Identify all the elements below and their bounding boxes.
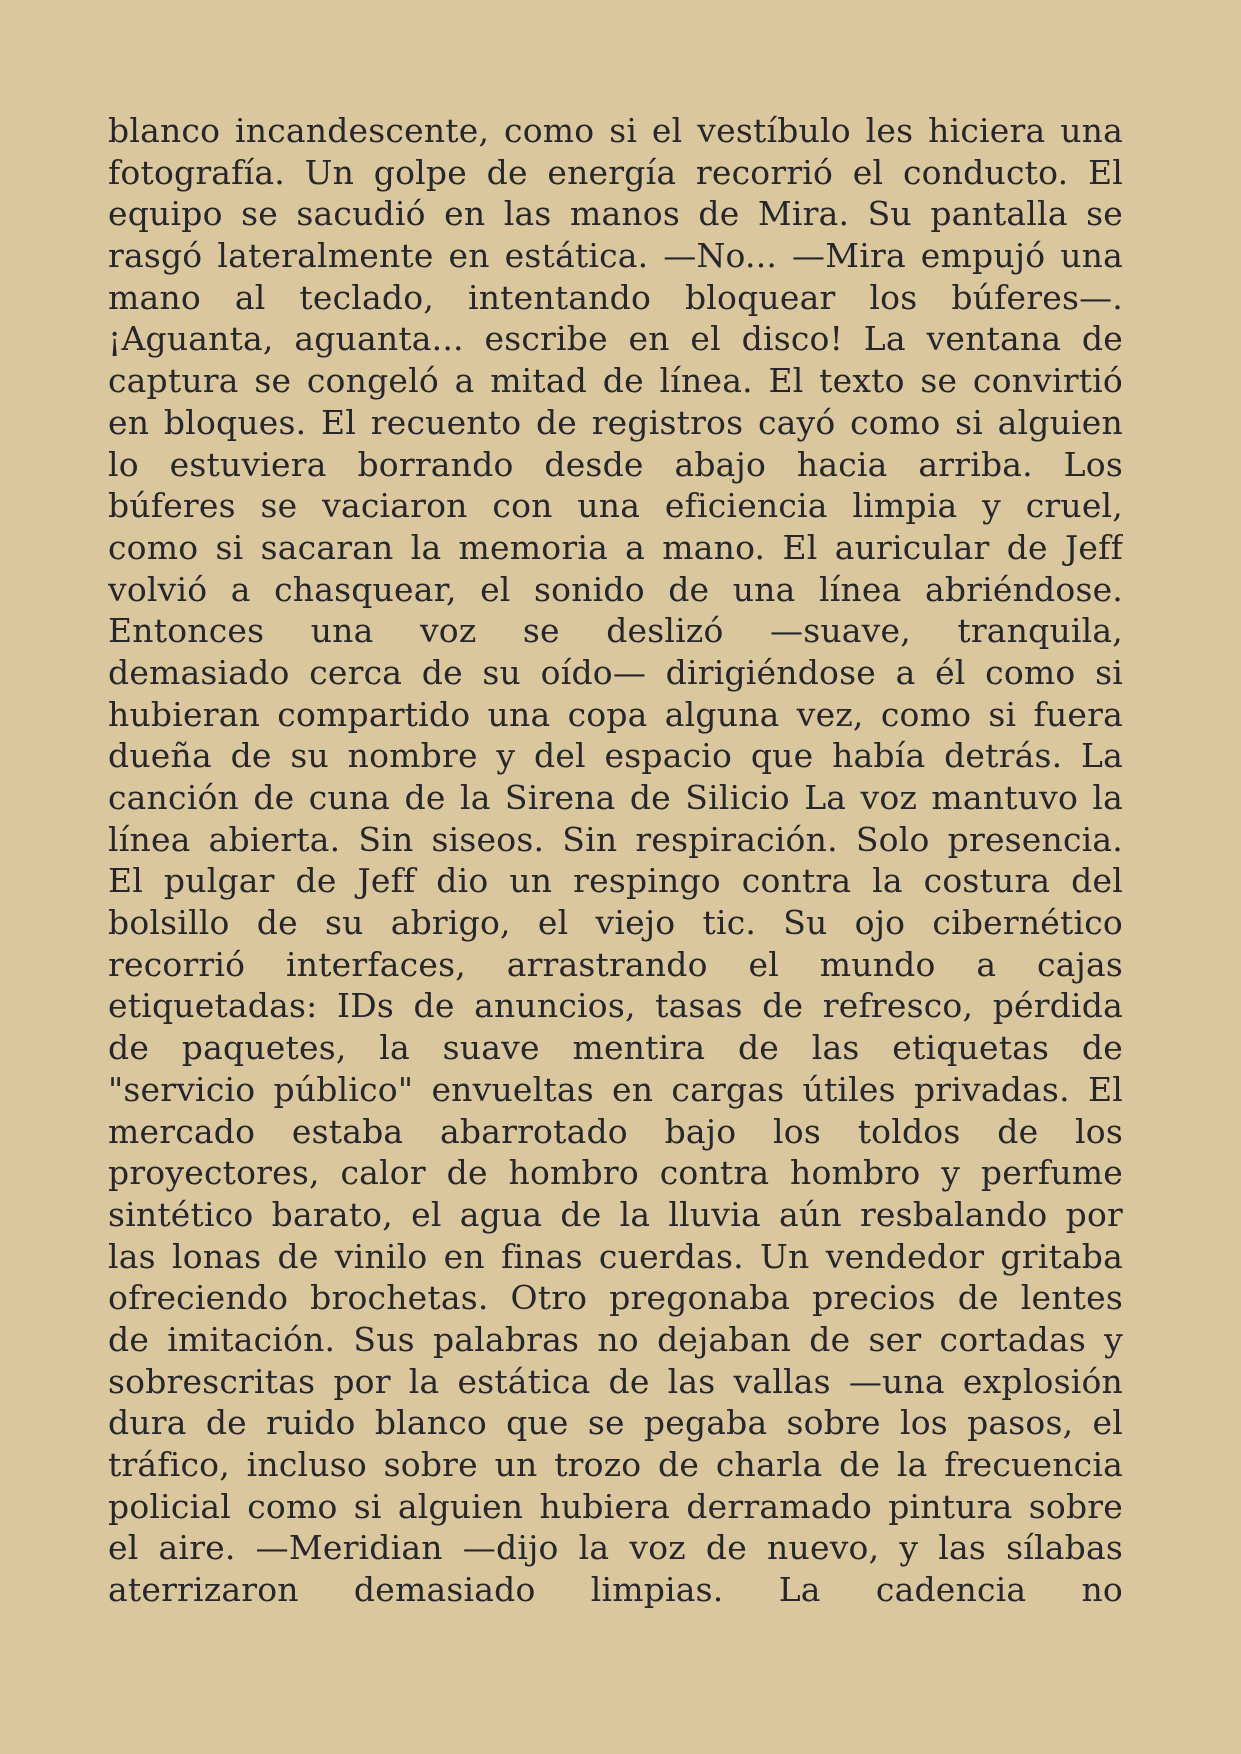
text-line: blanco incandescente, como si el vestíbulo les hiciera una xyxy=(108,111,1123,150)
page-text xyxy=(108,110,1123,1611)
text-line: como si sacaran la memoria a mano. El auricular de Jeff xyxy=(108,527,1123,567)
text-line: ofreciendo brochetas. Otro pregonaba precios de lentes xyxy=(108,1278,1123,1318)
text-line: recorrió interfaces, arrastrando el mundo a cajas xyxy=(108,944,1123,984)
text-line: fotografía. Un golpe de energía recorrió el conducto. El xyxy=(108,152,1123,192)
text-line: dura de ruido blanco que se pegaba sobre los pasos, el xyxy=(108,1403,1123,1443)
text-line: línea abierta. Sin siseos. Sin respiración. Solo presencia. xyxy=(108,819,1123,859)
text-line: sobrescritas por la estática de las vallas —una explosión xyxy=(108,1361,1123,1401)
text-line: demasiado cerca de su oído— dirigiéndose a él como si xyxy=(108,652,1123,692)
text-line: policial como si alguien hubiera derramado pintura sobre xyxy=(108,1486,1123,1526)
text-line: mercado estaba abarrotado bajo los toldos de los xyxy=(108,1111,1123,1151)
text-line: aterrizaron demasiado limpias. La cadencia no xyxy=(108,1570,1123,1610)
text-line: lo estuviera borrando desde abajo hacia arriba. Los xyxy=(108,444,1123,484)
text-line: de imitación. Sus palabras no dejaban de ser cortadas y xyxy=(108,1319,1123,1359)
text-line: sintético barato, el agua de la lluvia aún resbalando por xyxy=(108,1194,1123,1234)
text-line: el aire. —Meridian —dijo la voz de nuevo, y las sílabas xyxy=(108,1528,1123,1568)
text-line: equipo se sacudió en las manos de Mira. Su pantalla se xyxy=(108,194,1123,234)
text-line: Entonces una voz se deslizó —suave, tranquila, xyxy=(108,611,1123,651)
text-line: El pulgar de Jeff dio un respingo contra la costura del xyxy=(108,861,1123,901)
text-line: ¡Aguanta, aguanta... escribe en el disco! La ventana de xyxy=(108,319,1123,359)
text-line: tráfico, incluso sobre un trozo de charla de la frecuencia xyxy=(108,1445,1123,1484)
text-line: volvió a chasquear, el sonido de una línea abriéndose. xyxy=(108,569,1123,609)
text-line: captura se congeló a mitad de línea. El texto se convirtió xyxy=(108,361,1123,401)
text-line: de paquetes, la suave mentira de las etiquetas de xyxy=(108,1028,1123,1068)
text-line: canción de cuna de la Sirena de Silicio La voz mantuvo la xyxy=(108,778,1123,817)
text-line: las lonas de vinilo en finas cuerdas. Un vendedor gritaba xyxy=(108,1236,1123,1276)
text-line: "servicio público" envueltas en cargas útiles privadas. El xyxy=(108,1069,1123,1109)
text-line: rasgó lateralmente en estática. —No... —Mira empujó una xyxy=(108,236,1123,276)
text-line: en bloques. El recuento de registros cayó como si alguien xyxy=(108,402,1123,442)
text-line: etiquetadas: IDs de anuncios, tasas de refresco, pérdida xyxy=(108,986,1123,1026)
text-line: bolsillo de su abrigo, el viejo tic. Su ojo cibernético xyxy=(108,903,1123,943)
text-line: dueña de su nombre y del espacio que había detrás. La xyxy=(108,736,1123,776)
text-line: hubieran compartido una copa alguna vez, como si fuera xyxy=(108,694,1123,734)
text-line: búferes se vaciaron con una eficiencia limpia y cruel, xyxy=(108,486,1123,526)
text-line: proyectores, calor de hombro contra hombro y perfume xyxy=(108,1153,1123,1193)
text-line: mano al teclado, intentando bloquear los búferes—. xyxy=(108,277,1123,317)
